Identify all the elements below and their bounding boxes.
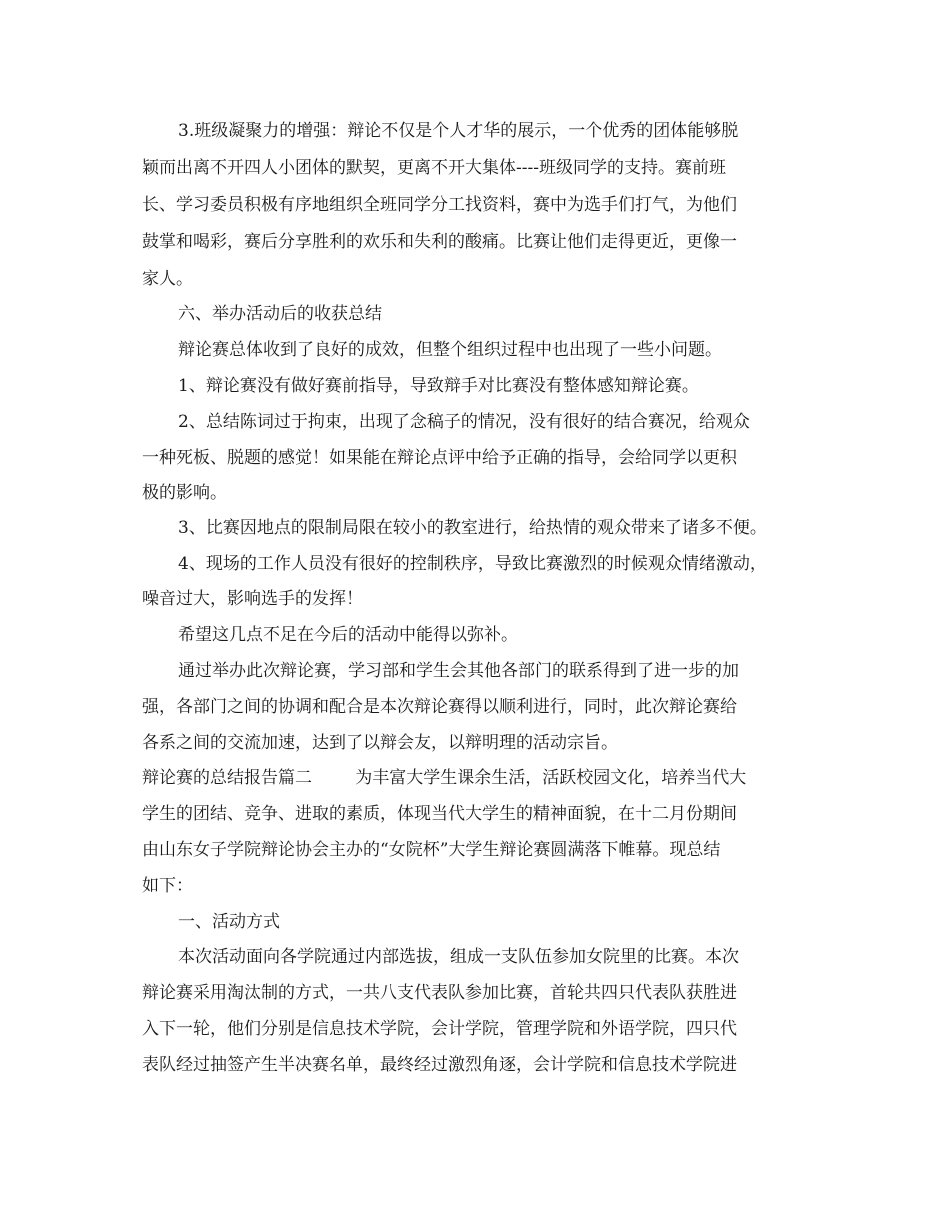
list-item: 3、比赛因地点的限制局限在较小的教室进行，给热情的观众带来了诸多不便。 [178,518,767,538]
paragraph-line: 3.班级凝聚力的增强：辩论不仅是个人才华的展示，一个优秀的团体能够脱 [178,121,739,141]
section-heading: 一、活动方式 [178,912,280,932]
paragraph-line: 极的影响。 [142,483,227,503]
section-heading: 六、举办活动后的收获总结 [178,304,382,324]
paragraph-line: 辩论赛采用淘汰制的方式，一共八支代表队参加比赛，首轮共四只代表队获胜进 [142,983,737,1003]
paragraph-line: 希望这几点不足在今后的活动中能得以弥补。 [178,625,518,645]
paragraph-line: 本次活动面向各学院通过内部选拔，组成一支队伍参加女院里的比赛。本次 [178,947,739,967]
paragraph-line: 鼓掌和喝彩，赛后分享胜利的欢乐和失利的酸痛。比赛让他们走得更近，更像一 [142,232,737,252]
paragraph-line: 辩论赛总体收到了良好的成效，但整个组织过程中也出现了一些小问题。 [178,340,722,360]
paragraph-line: 噪音过大，影响选手的发挥！ [142,589,363,609]
paragraph-line: 颖而出离不开四人小团体的默契，更离不开大集体----班级同学的支持。赛前班 [142,158,726,178]
paragraph-line: 通过举办此次辩论赛，学习部和学生会其他各部门的联系得到了进一步的加 [178,661,739,681]
paragraph-line: 长、学习委员积极有序地组织全班同学分工找资料，赛中为选手们打气，为他们 [142,195,737,215]
paragraph-line: 一种死板、脱题的感觉！如果能在辩论点评中给予正确的指导，会给同学以更积 [142,448,737,468]
list-item: 2、总结陈词过于拘束，出现了念稿子的情况，没有很好的结合赛况，给观众 [178,412,750,432]
list-item: 1、辩论赛没有做好赛前指导，导致辩手对比赛没有整体感知辩论赛。 [178,376,699,396]
list-item: 4、现场的工作人员没有很好的控制秩序，导致比赛激烈的时候观众情绪激动， [178,554,767,574]
paragraph-line: 家人。 [142,269,193,289]
paragraph-line: 由山东女子学院辩论协会主办的“女院杯”大学生辩论赛圆满落下帷幕。现总结 [142,840,721,860]
paragraph-line: 如下： [142,876,193,896]
paragraph-line: 辩论赛的总结报告篇二 为丰富大学生课余生活，活跃校园文化，培养当代大 [142,768,747,788]
paragraph-line: 入下一轮，他们分别是信息技术学院，会计学院，管理学院和外语学院，四只代 [142,1019,737,1039]
paragraph-line: 各系之间的交流加速，达到了以辩会友，以辩明理的活动宗旨。 [142,733,618,753]
paragraph-line: 强，各部门之间的协调和配合是本次辩论赛得以顺利进行，同时，此次辩论赛给 [142,697,737,717]
paragraph-line: 学生的团结、竞争、进取的素质，体现当代大学生的精神面貌，在十二月份期间 [142,804,737,824]
paragraph-line: 表队经过抽签产生半决赛名单，最终经过激烈角逐，会计学院和信息技术学院进 [142,1055,737,1075]
